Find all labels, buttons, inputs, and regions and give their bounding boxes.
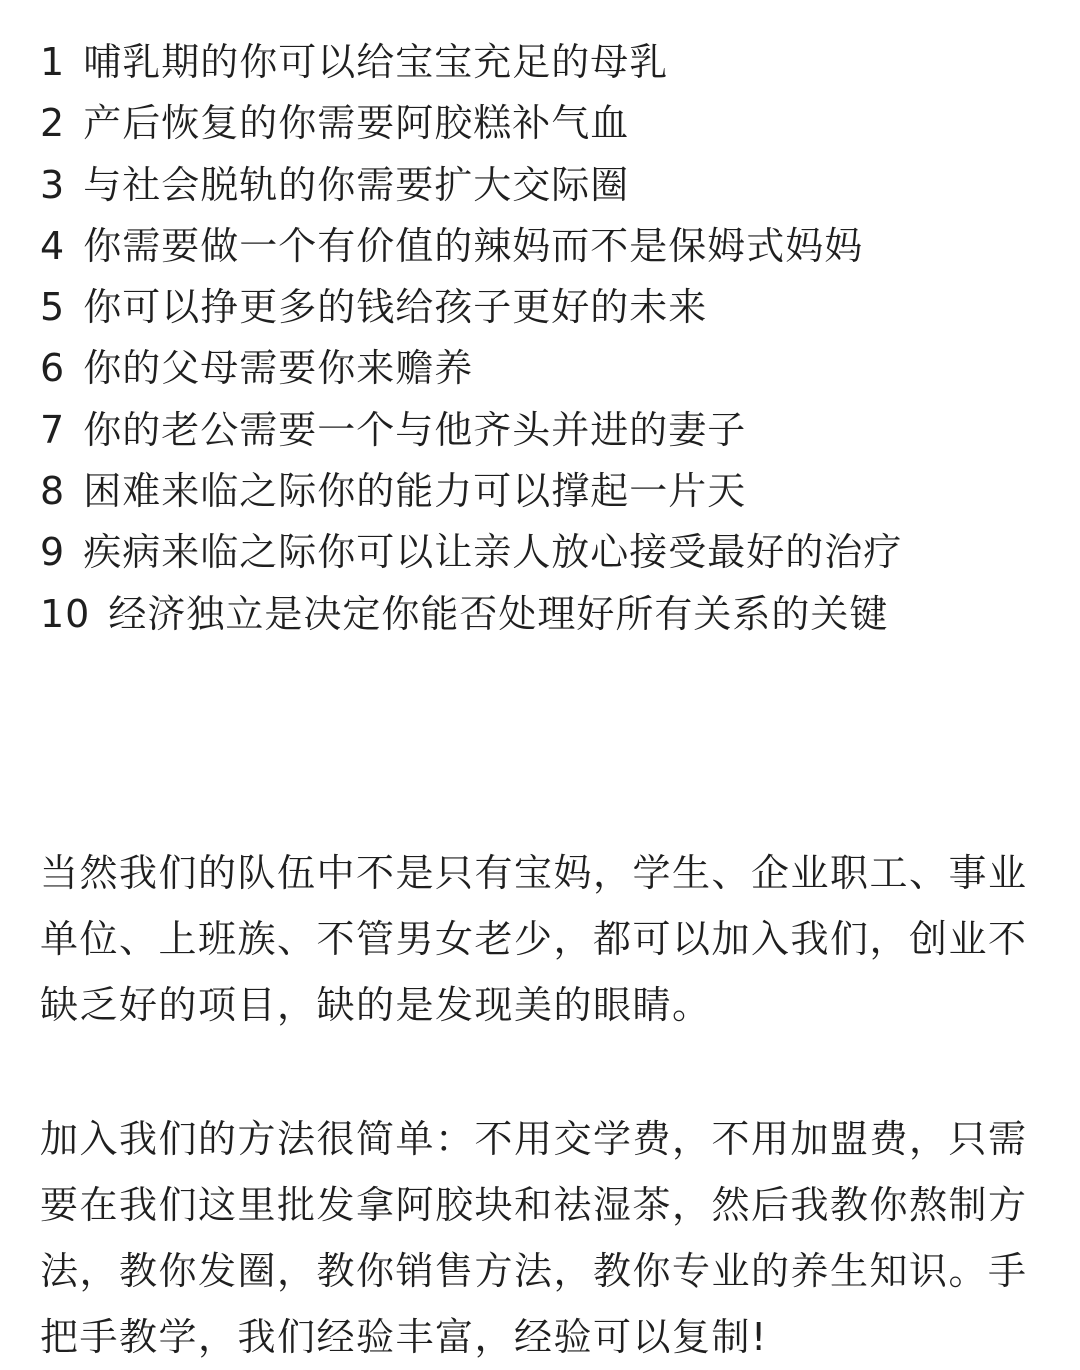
list-item xyxy=(40,522,1050,583)
item-text: 困难来临之际你的能力可以撑起一片天 xyxy=(83,469,747,514)
item-text: 你的父母需要你来赡养 xyxy=(83,346,474,391)
item-text: 你可以挣更多的钱给孩子更好的未来 xyxy=(83,285,708,330)
list-item xyxy=(40,32,1050,93)
team-paragraph: 当然我们的队伍中不是只有宝妈，学生、企业职工、事业单位、上班族、不管男女老少，都可以加入我们，创业不缺乏好的项目，缺的是发现美的眼睛。 xyxy=(40,851,1028,1027)
item-number: 10 xyxy=(40,591,91,636)
item-number: 7 xyxy=(40,407,66,452)
item-number: 9 xyxy=(40,530,66,575)
list-item xyxy=(40,155,1050,216)
reasons-list xyxy=(40,32,1050,645)
join-method-paragraph: 加入我们的方法很简单：不用交学费，不用加盟费，只需要在我们这里批发拿阿胶块和祛湿茶，然后我教你熬制方法，教你发圈，教你销售方法，教你专业的养生知识。手把手教学，我们经验丰富，经验可以复制! xyxy=(40,1117,1028,1359)
item-text: 经济独立是决定你能否处理好所有关系的关键 xyxy=(108,591,889,636)
item-text: 疾病来临之际你可以让亲人放心接受最好的治疗 xyxy=(83,530,903,575)
item-text: 哺乳期的你可以给宝宝充足的母乳 xyxy=(83,40,669,84)
item-text: 产后恢复的你需要阿胶糕补气血 xyxy=(83,101,630,146)
item-number: 1 xyxy=(40,40,66,84)
item-number: 4 xyxy=(40,223,66,268)
item-text: 你的老公需要一个与他齐头并进的妻子 xyxy=(83,407,747,452)
list-item xyxy=(40,93,1050,154)
item-number: 2 xyxy=(40,101,66,146)
item-text: 你需要做一个有价值的辣妈而不是保姆式妈妈 xyxy=(83,223,864,268)
item-number: 6 xyxy=(40,346,66,391)
list-item xyxy=(40,461,1050,522)
list-item xyxy=(40,338,1050,399)
list-item xyxy=(40,277,1050,338)
list-item xyxy=(40,400,1050,461)
item-number: 5 xyxy=(40,285,66,330)
item-number: 8 xyxy=(40,469,66,514)
item-text: 与社会脱轨的你需要扩大交际圈 xyxy=(83,162,630,207)
list-item xyxy=(40,216,1050,277)
item-number: 3 xyxy=(40,162,66,207)
list-item xyxy=(40,584,1050,645)
